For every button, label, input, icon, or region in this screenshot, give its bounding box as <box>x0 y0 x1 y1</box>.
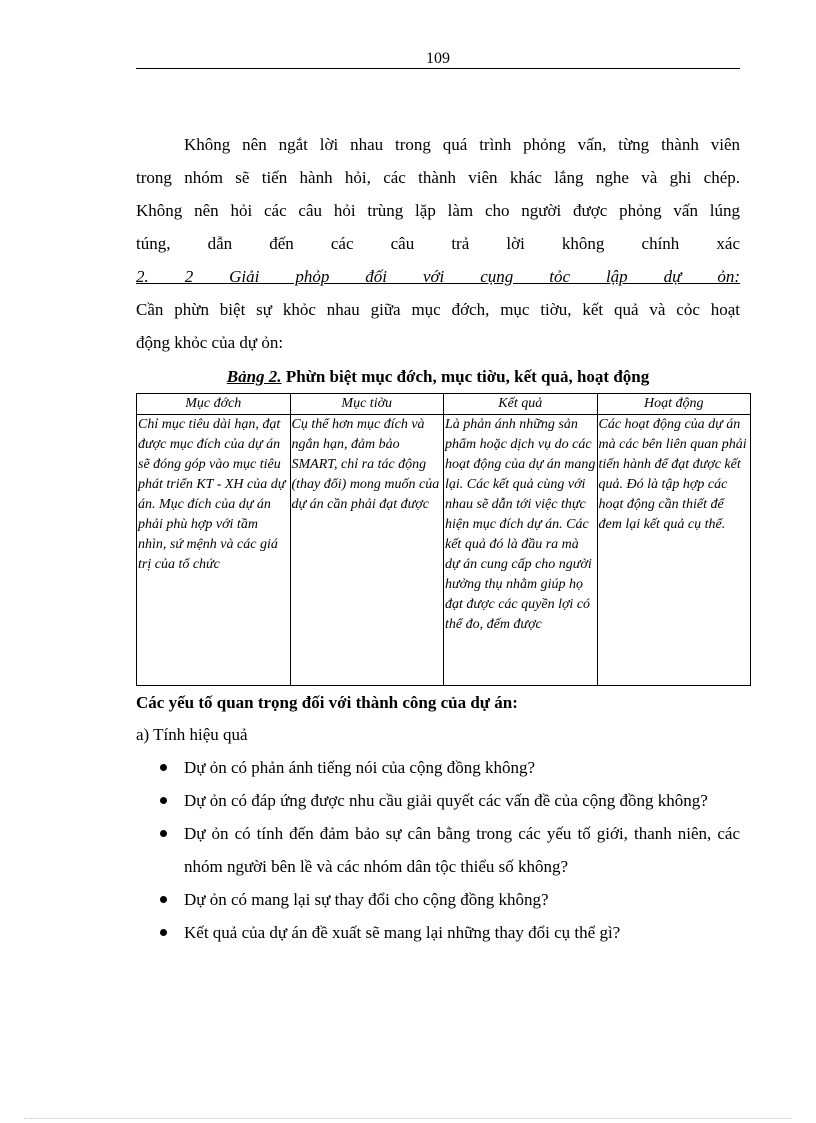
intro-line: Không nên ngắt lời nhau trong quá trình phỏng vấn, từng thành viên <box>184 135 740 154</box>
table-caption-text: Phừn biệt mục đớch, mục tiờu, kết quả, hoạt động <box>281 367 650 386</box>
bullet-list <box>136 751 740 949</box>
list-item <box>136 751 740 784</box>
list-item-text: Dự ỏn có mang lại sự thay đổi cho cộng đồng không? <box>184 890 549 909</box>
list-item <box>136 883 740 916</box>
intro-line: Không nên hỏi các câu hỏi trùng lặp làm cho người được phỏng vấn lúng <box>136 201 740 220</box>
bullet-icon <box>160 797 167 804</box>
header-rule <box>136 68 740 69</box>
list-item-text: Dự ỏn có tính đến đảm bảo sự cân bằng trong các yếu tố giới, thanh niên, các nhóm người bên lề và các nhóm dân tộc thiểu số không? <box>184 824 740 876</box>
table-row <box>137 415 751 686</box>
list-item <box>136 784 740 817</box>
table-cell: Chỉ mục tiêu dài hạn, đạt được mục đích của dự án sẽ đóng góp vào mục tiêu phát triển KT - XH của dự án. Mục đích của dự án phải phù hợp với tầm nhìn, sứ mệnh và các giá trị của tổ chức <box>137 415 291 686</box>
page-number: 109 <box>426 50 450 67</box>
table-cell: Cụ thể hơn mục đích và ngắn hạn, đảm bảo SMART, chỉ ra tác động (thay đổi) mong muốn của dự án cần phải đạt được <box>290 415 444 686</box>
sub-heading: a) Tính hiệu quả <box>136 725 248 744</box>
list-item-text: Dự ỏn có phản ánh tiếng nói của cộng đồng không? <box>184 758 536 777</box>
table-cell: Các hoạt động của dự án mà các bên liên quan phải tiến hành để đạt được kết quả. Đó là tập hợp các hoạt động cần thiết để đem lại kết quả cụ thể. <box>597 415 751 686</box>
bullet-icon <box>160 830 167 837</box>
table-header-cell: Mục tiờu <box>290 394 444 415</box>
factors-heading: Các yếu tố quan trọng đối với thành công của dự án: <box>136 693 518 712</box>
comparison-table <box>136 393 751 686</box>
intro-paragraph <box>136 128 740 359</box>
bullet-icon <box>160 896 167 903</box>
table-header-cell: Mục đớch <box>137 394 291 415</box>
table-header-row <box>137 394 751 415</box>
list-item <box>136 916 740 949</box>
intro-line: trong nhóm sẽ tiến hành hỏi, các thành viên khác lắng nghe và ghi chép. <box>136 168 740 187</box>
list-item-text: Kết quả của dự án đề xuất sẽ mang lại những thay đổi cụ thể gì? <box>184 923 621 942</box>
bullet-icon <box>160 929 167 936</box>
table-cell: Là phản ánh những sản phẩm hoặc dịch vụ do các hoạt động của dự án mang lại. Các kết quả cùng với nhau sẽ dẫn tới việc thực hiện mục đích dự án. Các kết quả đó là đầu ra mà dự án cung cấp cho người hưởng thụ nhằm giúp họ đạt được các quyền lợi có thể đo, đếm được <box>444 415 598 686</box>
table-header-cell: Kết quả <box>444 394 598 415</box>
intro-line: túng, dẫn đến các câu trả lời không chính xác <box>136 234 740 253</box>
bullet-icon <box>160 764 167 771</box>
section-heading: 2. 2 Giải phỏp đối với cụng tỏc lập dự ỏn: <box>136 267 740 286</box>
list-item-text: Dự ỏn có đáp ứng được nhu cầu giải quyết các vấn đề của cộng đồng không? <box>184 791 708 810</box>
page-content <box>136 128 747 949</box>
list-item <box>136 817 740 883</box>
section-line: động khỏc của dự ỏn: <box>136 333 284 352</box>
table-caption <box>136 363 740 391</box>
section-line: Cần phừn biệt sự khỏc nhau giữa mục đớch, mục tiờu, kết quả và cỏc hoạt <box>136 300 740 319</box>
table-caption-label: Bảng 2. <box>226 367 282 386</box>
page-bottom-rule <box>24 1118 792 1119</box>
table-header-cell: Hoạt động <box>597 394 751 415</box>
